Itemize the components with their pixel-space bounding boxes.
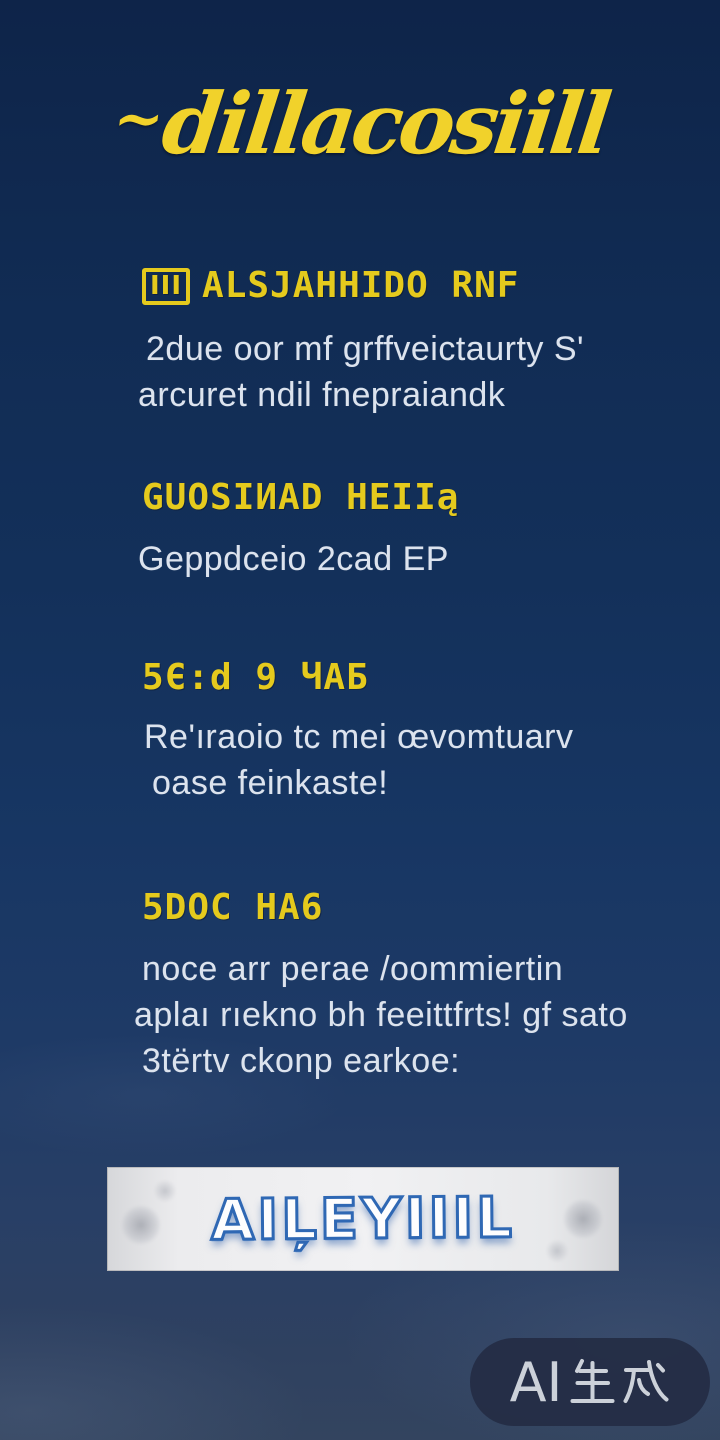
section-3-body-line: Re'ıraoio tc mei œvomtuarv [144, 718, 574, 756]
watermark-latin-text: AI [509, 1350, 563, 1414]
logo-flourish: ~ [109, 84, 169, 154]
logo-text: dillacosiill [157, 74, 613, 173]
ai-generated-watermark-badge [470, 1338, 710, 1426]
section-3-heading: 5Є:d 9 ЧAБ [142, 657, 369, 698]
section-1-heading-text: ALSJAHHIDO RNF [202, 265, 520, 306]
section-4-heading: 5DOC HA6 [142, 887, 324, 928]
section-1-body-line: arcuret ndil fnepraiandk [138, 376, 506, 414]
section-2-heading: GUOSIИAD HEIIą [142, 477, 460, 518]
banner-sketch-left [107, 1167, 203, 1271]
hanzi-sheng-icon [566, 1357, 616, 1407]
section-4-body-line: 3tërtv ckonp earkoe: [142, 1042, 461, 1080]
hanzi-cheng-icon [620, 1357, 670, 1407]
section-3-body-line: oase feinkaste! [152, 764, 389, 802]
section-2-body-line: Geppdceio 2cad EP [138, 540, 449, 578]
barrel-glyph-icon: III [142, 268, 190, 305]
section-1-heading [142, 264, 519, 308]
section-1-body-line: 2due oor mf grffveictaurty S' [146, 330, 585, 368]
bottom-banner [107, 1167, 619, 1271]
banner-sketch-right [523, 1167, 619, 1271]
logo-script-title [0, 64, 720, 179]
section-4-body-line: aplaı rıekno bh feeittfrts! gf sato [134, 996, 628, 1034]
banner-text: AIĻEYIIIL [210, 1185, 516, 1253]
section-4-body-line: noce arr perae /oommiertin [142, 950, 564, 988]
